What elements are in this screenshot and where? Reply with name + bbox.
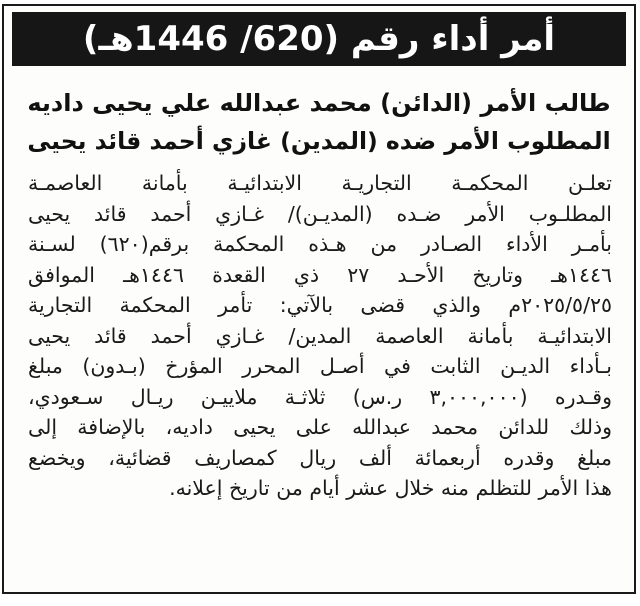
body-line: وذلك للدائن محمد عبدالله على يحيى داديه، بالإضافة إلى <box>28 415 612 439</box>
body-line: وقـدره (٣,٠٠٠,٠٠٠ ر.س) ثلاثـة ملاييـن ريـال سـعودي، <box>28 384 612 409</box>
body-line: مبلغ وقدره أربعمائة ألف ريال كمصاريف قضائية، ويخضع <box>28 445 612 470</box>
body-line: الابتدائيـة بأمانة العاصمة المدين/ غـازي أحمد قائد يحيى <box>28 323 612 348</box>
notice-title: أمر أداء رقم (620/ 1446هـ) <box>12 12 626 66</box>
debtor-line: المطلوب الأمر ضده (المدين) غازي أحمد قائد يحيى <box>27 127 611 155</box>
payment-order-notice <box>2 4 636 594</box>
body-line: ٢٠٢٥/٥/٢٥م والذي قضى بالآتي: تأمر المحكمة التجارية <box>28 293 612 317</box>
parties-heading <box>22 84 616 160</box>
body-line: تعلـن المحكمـة التجاريـة الابتدائيـة بأمانة العاصمـة <box>28 171 612 195</box>
body-line: المطلـوب الأمر ضـده (المديـن)/ غـازي أحمد قائد يحيى <box>28 201 612 226</box>
notice-body <box>28 168 612 504</box>
body-line: بأمـر الأداء الصـادر من هـذه المحكمة برقم(٦٢٠) لسـنة <box>28 232 612 256</box>
body-line: بـأداء الديـن الثابت في أصـل المحرر المؤرخ (بـدون) مبلغ <box>28 354 612 378</box>
creditor-line: طالب الأمر (الدائن) محمد عبدالله علي يحيى داديه <box>27 89 611 117</box>
body-line: هذا الأمر للتظلم منه خلال عشر أيام من تاريخ إعلانه. <box>169 476 612 500</box>
body-line: ١٤٤٦هـ وتاريخ الأحـد ٢٧ ذي القعدة ١٤٤٦هـ الموافق <box>28 262 612 287</box>
